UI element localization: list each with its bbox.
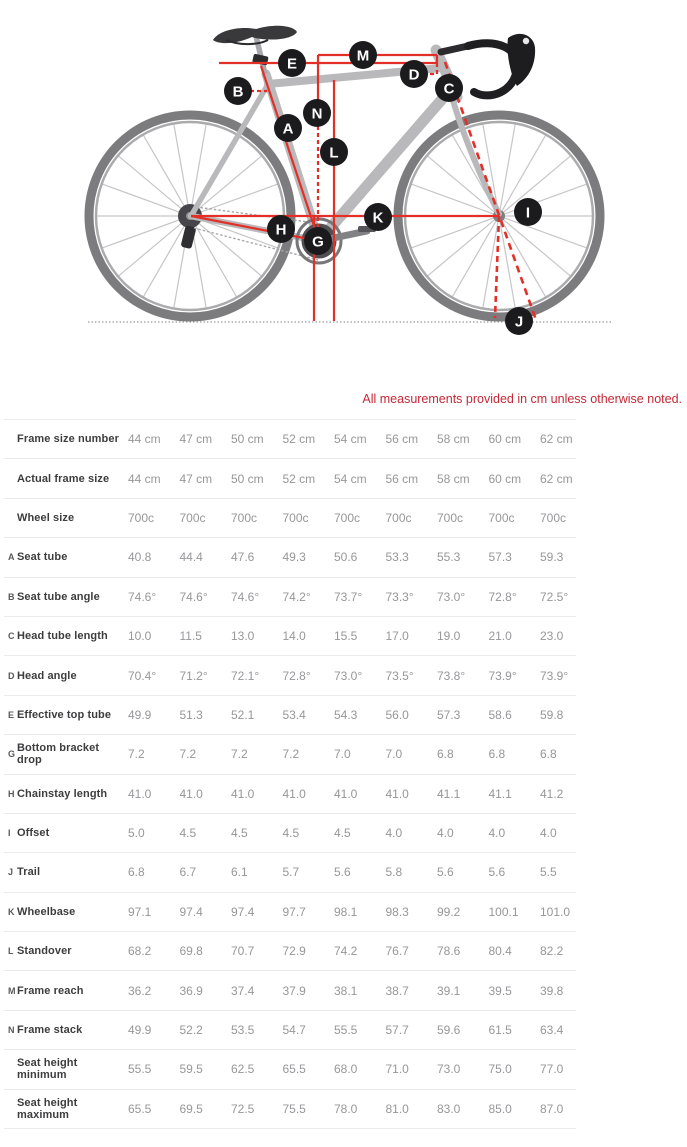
row-value: 7.0 [385, 747, 403, 762]
row-value: 87.0 [540, 1101, 564, 1116]
row-value: 37.9 [282, 983, 306, 998]
row-value: 97.7 [282, 904, 306, 919]
row-value: 85.0 [488, 1101, 512, 1116]
row-value: 69.8 [179, 944, 203, 959]
table-row [4, 775, 576, 814]
row-letter: A [8, 552, 15, 563]
row-value: 74.2° [282, 589, 311, 604]
row-value: 72.9 [282, 944, 306, 959]
row-value: 97.4 [179, 904, 203, 919]
row-letter: I [8, 828, 11, 839]
row-label: Seat tube [17, 551, 68, 564]
row-label: Wheelbase [17, 905, 76, 918]
row-label: Frame stack [17, 1024, 83, 1037]
row-value: 61.5 [488, 1023, 512, 1038]
row-value: 55.5 [334, 1023, 358, 1038]
row-value: 75.0 [488, 1062, 512, 1077]
row-value: 98.1 [334, 904, 358, 919]
row-value: 6.8 [437, 747, 454, 762]
lever-highlight [523, 38, 529, 44]
row-value: 49.9 [128, 1023, 152, 1038]
row-value: 68.2 [128, 944, 152, 959]
spoke [174, 124, 189, 211]
row-value: 54.3 [334, 707, 358, 722]
spoke [504, 218, 587, 248]
spoke [103, 184, 186, 214]
seat-stay [191, 86, 267, 216]
row-value: 51.3 [179, 707, 203, 722]
row-value: 36.2 [128, 983, 152, 998]
spoke [194, 156, 261, 213]
spoke [412, 218, 495, 248]
row-label: Seat height maximum [17, 1096, 78, 1121]
callout-A-letter: A [282, 120, 294, 138]
row-value: 55.5 [128, 1062, 152, 1077]
row-value: 6.8 [128, 865, 145, 880]
row-value: 57.3 [437, 707, 461, 722]
table-row [4, 578, 576, 617]
table-row [4, 971, 576, 1010]
row-value: 69.5 [179, 1101, 203, 1116]
row-value: 59.8 [540, 707, 564, 722]
row-value: 73.0° [334, 668, 363, 683]
row-value: 39.1 [437, 983, 461, 998]
row-value: 73.0 [437, 1062, 461, 1077]
row-value: 99.2 [437, 904, 461, 919]
callout-B-letter: B [232, 83, 244, 101]
table-row [4, 499, 576, 538]
callout-E-letter: E [286, 55, 298, 73]
geometry-table [4, 419, 576, 1129]
row-value: 53.3 [385, 550, 409, 565]
row-value: 53.5 [231, 1023, 255, 1038]
table-row [4, 419, 576, 459]
row-value: 15.5 [334, 629, 358, 644]
row-value: 14.0 [282, 629, 306, 644]
row-value: 82.2 [540, 944, 564, 959]
row-value: 700c [488, 510, 515, 525]
row-value: 65.5 [282, 1062, 306, 1077]
row-letter: B [8, 591, 15, 602]
row-label: Head tube length [17, 630, 108, 643]
steering-axis-dash [445, 62, 536, 320]
row-value: 6.8 [488, 747, 506, 762]
row-value: 7.2 [179, 747, 197, 762]
row-value: 97.1 [128, 904, 152, 919]
row-value: 74.6° [231, 589, 260, 604]
row-value: 41.1 [437, 786, 461, 801]
axle-drop-dash [495, 216, 499, 318]
row-value: 75.5 [282, 1101, 306, 1116]
spoke [119, 156, 186, 213]
row-value: 55.3 [437, 550, 461, 565]
row-value: 71.2° [179, 668, 208, 683]
row-value: 40.8 [128, 550, 152, 565]
row-value: 700c [437, 510, 464, 525]
row-value: 58 cm [437, 471, 470, 486]
spoke [500, 221, 515, 308]
row-value: 5.0 [128, 826, 145, 841]
row-value: 700c [282, 510, 309, 525]
row-value: 4.5 [179, 826, 197, 841]
row-value: 73.7° [334, 589, 363, 604]
callout-M-letter: M [356, 47, 370, 65]
row-value: 72.5 [231, 1101, 255, 1116]
row-value: 73.9° [488, 668, 517, 683]
callout-I-letter: I [525, 204, 531, 222]
row-value: 98.3 [385, 904, 409, 919]
table-row [4, 696, 576, 735]
row-letter: K [8, 906, 15, 917]
row-value: 700c [385, 510, 412, 525]
row-value: 73.5° [385, 668, 414, 683]
callout-D-letter: D [408, 66, 420, 84]
row-label: Chainstay length [17, 787, 108, 800]
row-value: 700c [334, 510, 361, 525]
table-row [4, 1050, 576, 1089]
table-row [4, 538, 576, 577]
bike-geometry-diagram [0, 0, 687, 372]
row-value: 74.2 [334, 944, 358, 959]
row-label: Offset [17, 827, 50, 840]
row-value: 5.6 [488, 865, 506, 880]
table-row [4, 893, 576, 932]
row-value: 83.0 [437, 1101, 461, 1116]
row-label: Seat tube angle [17, 590, 100, 603]
row-value: 74.6° [128, 589, 157, 604]
spoke [103, 218, 186, 248]
row-value: 78.6 [437, 944, 461, 959]
table-row [4, 735, 576, 774]
row-value: 47 cm [179, 471, 213, 486]
spoke [500, 124, 515, 211]
row-value: 73.8° [437, 668, 466, 683]
row-value: 70.4° [128, 668, 157, 683]
row-value: 7.0 [334, 747, 351, 762]
row-letter: J [8, 867, 14, 878]
row-letter: G [8, 749, 16, 760]
row-value: 49.9 [128, 707, 152, 722]
row-value: 78.0 [334, 1101, 358, 1116]
row-value: 13.0 [231, 629, 255, 644]
row-label: Frame size number [17, 433, 119, 446]
row-value: 52.2 [179, 1023, 203, 1038]
row-value: 52 cm [282, 432, 316, 447]
row-value: 57.7 [385, 1023, 409, 1038]
row-value: 60 cm [488, 432, 522, 447]
row-letter: M [8, 985, 16, 996]
spoke [502, 220, 546, 296]
spoke [193, 220, 237, 296]
row-value: 65.5 [128, 1101, 152, 1116]
row-value: 41.0 [128, 786, 152, 801]
row-value: 44 cm [128, 471, 161, 486]
row-value: 41.1 [488, 786, 512, 801]
callout-G-letter: G [312, 233, 324, 251]
row-value: 72.8° [488, 589, 517, 604]
spoke [428, 219, 495, 276]
row-letter: D [8, 670, 15, 681]
row-value: 62 cm [540, 432, 573, 447]
row-value: 6.8 [540, 747, 557, 762]
row-value: 56 cm [385, 471, 419, 486]
table-row [4, 459, 576, 498]
row-value: 41.0 [231, 786, 255, 801]
row-value: 60 cm [488, 471, 522, 486]
row-value: 7.2 [128, 747, 145, 762]
row-value: 41.0 [282, 786, 306, 801]
callout-L-letter: L [329, 144, 339, 162]
row-value: 73.3° [385, 589, 414, 604]
row-value: 4.5 [231, 826, 248, 841]
row-value: 47 cm [179, 432, 213, 447]
row-letter: L [8, 946, 14, 957]
row-label: Seat height minimum [17, 1057, 78, 1082]
row-value: 63.4 [540, 1023, 564, 1038]
row-value: 700c [179, 510, 206, 525]
row-value: 39.8 [540, 983, 564, 998]
table-row [4, 656, 576, 695]
row-value: 5.7 [282, 865, 300, 880]
row-label: Frame reach [17, 984, 84, 997]
row-value: 50 cm [231, 432, 264, 447]
row-value: 100.1 [488, 904, 519, 919]
row-value: 54 cm [334, 471, 367, 486]
row-value: 21.0 [488, 629, 512, 644]
row-value: 23.0 [540, 629, 564, 644]
row-value: 56 cm [385, 432, 419, 447]
row-value: 5.6 [437, 865, 454, 880]
row-letter: H [8, 788, 15, 799]
row-value: 17.0 [385, 629, 409, 644]
row-value: 4.0 [488, 826, 506, 841]
bike-diagram-svg [0, 0, 687, 372]
stem [441, 46, 468, 52]
row-value: 41.0 [179, 786, 203, 801]
row-value: 11.5 [179, 629, 202, 644]
row-value: 41.0 [385, 786, 409, 801]
row-value: 49.3 [282, 550, 306, 565]
row-value: 54 cm [334, 432, 367, 447]
row-value: 58 cm [437, 432, 470, 447]
row-value: 44 cm [128, 432, 161, 447]
row-value: 4.0 [437, 826, 454, 841]
row-value: 72.8° [282, 668, 311, 683]
row-label: Wheel size [17, 511, 75, 524]
row-value: 81.0 [385, 1101, 409, 1116]
row-value: 5.5 [540, 865, 557, 880]
row-letter: C [8, 631, 15, 642]
row-value: 72.1° [231, 668, 260, 683]
row-value: 62 cm [540, 471, 573, 486]
row-value: 53.4 [282, 707, 306, 722]
row-value: 6.7 [179, 865, 197, 880]
row-value: 77.0 [540, 1062, 564, 1077]
row-value: 19.0 [437, 629, 461, 644]
row-value: 38.7 [385, 983, 409, 998]
row-value: 47.6 [231, 550, 255, 565]
row-value: 39.5 [488, 983, 512, 998]
row-value: 73.0° [437, 589, 466, 604]
row-value: 38.1 [334, 983, 358, 998]
row-value: 68.0 [334, 1062, 358, 1077]
row-value: 7.2 [282, 747, 300, 762]
row-letter: N [8, 1025, 15, 1036]
row-value: 7.2 [231, 747, 248, 762]
row-value: 5.8 [385, 865, 403, 880]
callout-N-letter: N [311, 105, 323, 123]
row-value: 74.6° [179, 589, 208, 604]
row-value: 41.0 [334, 786, 358, 801]
spoke [503, 219, 570, 276]
row-value: 59.3 [540, 550, 564, 565]
table-row [4, 853, 576, 892]
table-row [4, 932, 576, 971]
table-row [4, 617, 576, 656]
row-value: 50.6 [334, 550, 358, 565]
row-value: 44.4 [179, 550, 203, 565]
row-label: Standover [17, 945, 72, 958]
row-value: 59.5 [179, 1062, 203, 1077]
measurement-note: All measurements provided in cm unless otherwise noted. [362, 392, 682, 406]
callout-H-letter: H [275, 221, 287, 239]
row-label: Effective top tube [17, 708, 112, 721]
row-value: 10.0 [128, 629, 152, 644]
row-value: 700c [540, 510, 567, 525]
row-value: 97.4 [231, 904, 255, 919]
row-label: Trail [17, 866, 41, 879]
row-value: 62.5 [231, 1062, 255, 1077]
row-value: 4.5 [282, 826, 300, 841]
table-row [4, 814, 576, 853]
row-value: 700c [231, 510, 258, 525]
row-value: 56.0 [385, 707, 409, 722]
spoke [144, 220, 188, 296]
spoke [483, 221, 498, 308]
row-label: Head angle [17, 669, 77, 682]
row-value: 52 cm [282, 471, 316, 486]
row-value: 80.4 [488, 944, 512, 959]
spoke [412, 184, 495, 214]
row-value: 57.3 [488, 550, 512, 565]
row-value: 36.9 [179, 983, 203, 998]
row-value: 70.7 [231, 944, 255, 959]
row-letter: E [8, 709, 15, 720]
row-value: 50 cm [231, 471, 264, 486]
spoke [453, 220, 497, 296]
row-value: 72.5° [540, 589, 569, 604]
row-label: Actual frame size [17, 472, 110, 485]
row-value: 6.1 [231, 865, 248, 880]
row-value: 52.1 [231, 707, 255, 722]
row-value: 54.7 [282, 1023, 306, 1038]
callout-K-letter: K [372, 209, 384, 227]
table-row [4, 1011, 576, 1050]
row-value: 59.6 [437, 1023, 461, 1038]
row-value: 71.0 [385, 1062, 409, 1077]
callout-C-letter: C [443, 80, 455, 98]
row-value: 73.9° [540, 668, 569, 683]
row-value: 37.4 [231, 983, 255, 998]
row-value: 5.6 [334, 865, 351, 880]
spoke [119, 219, 186, 276]
row-value: 4.0 [540, 826, 557, 841]
row-label: Bottom bracket drop [17, 742, 100, 767]
row-value: 58.6 [488, 707, 512, 722]
row-value: 700c [128, 510, 155, 525]
row-value: 4.5 [334, 826, 351, 841]
row-value: 41.2 [540, 786, 564, 801]
spoke [144, 135, 188, 211]
row-value: 76.7 [385, 944, 409, 959]
table-row [4, 1090, 576, 1129]
callout-J-letter: J [514, 313, 524, 331]
row-value: 101.0 [540, 904, 571, 919]
row-value: 4.0 [385, 826, 403, 841]
